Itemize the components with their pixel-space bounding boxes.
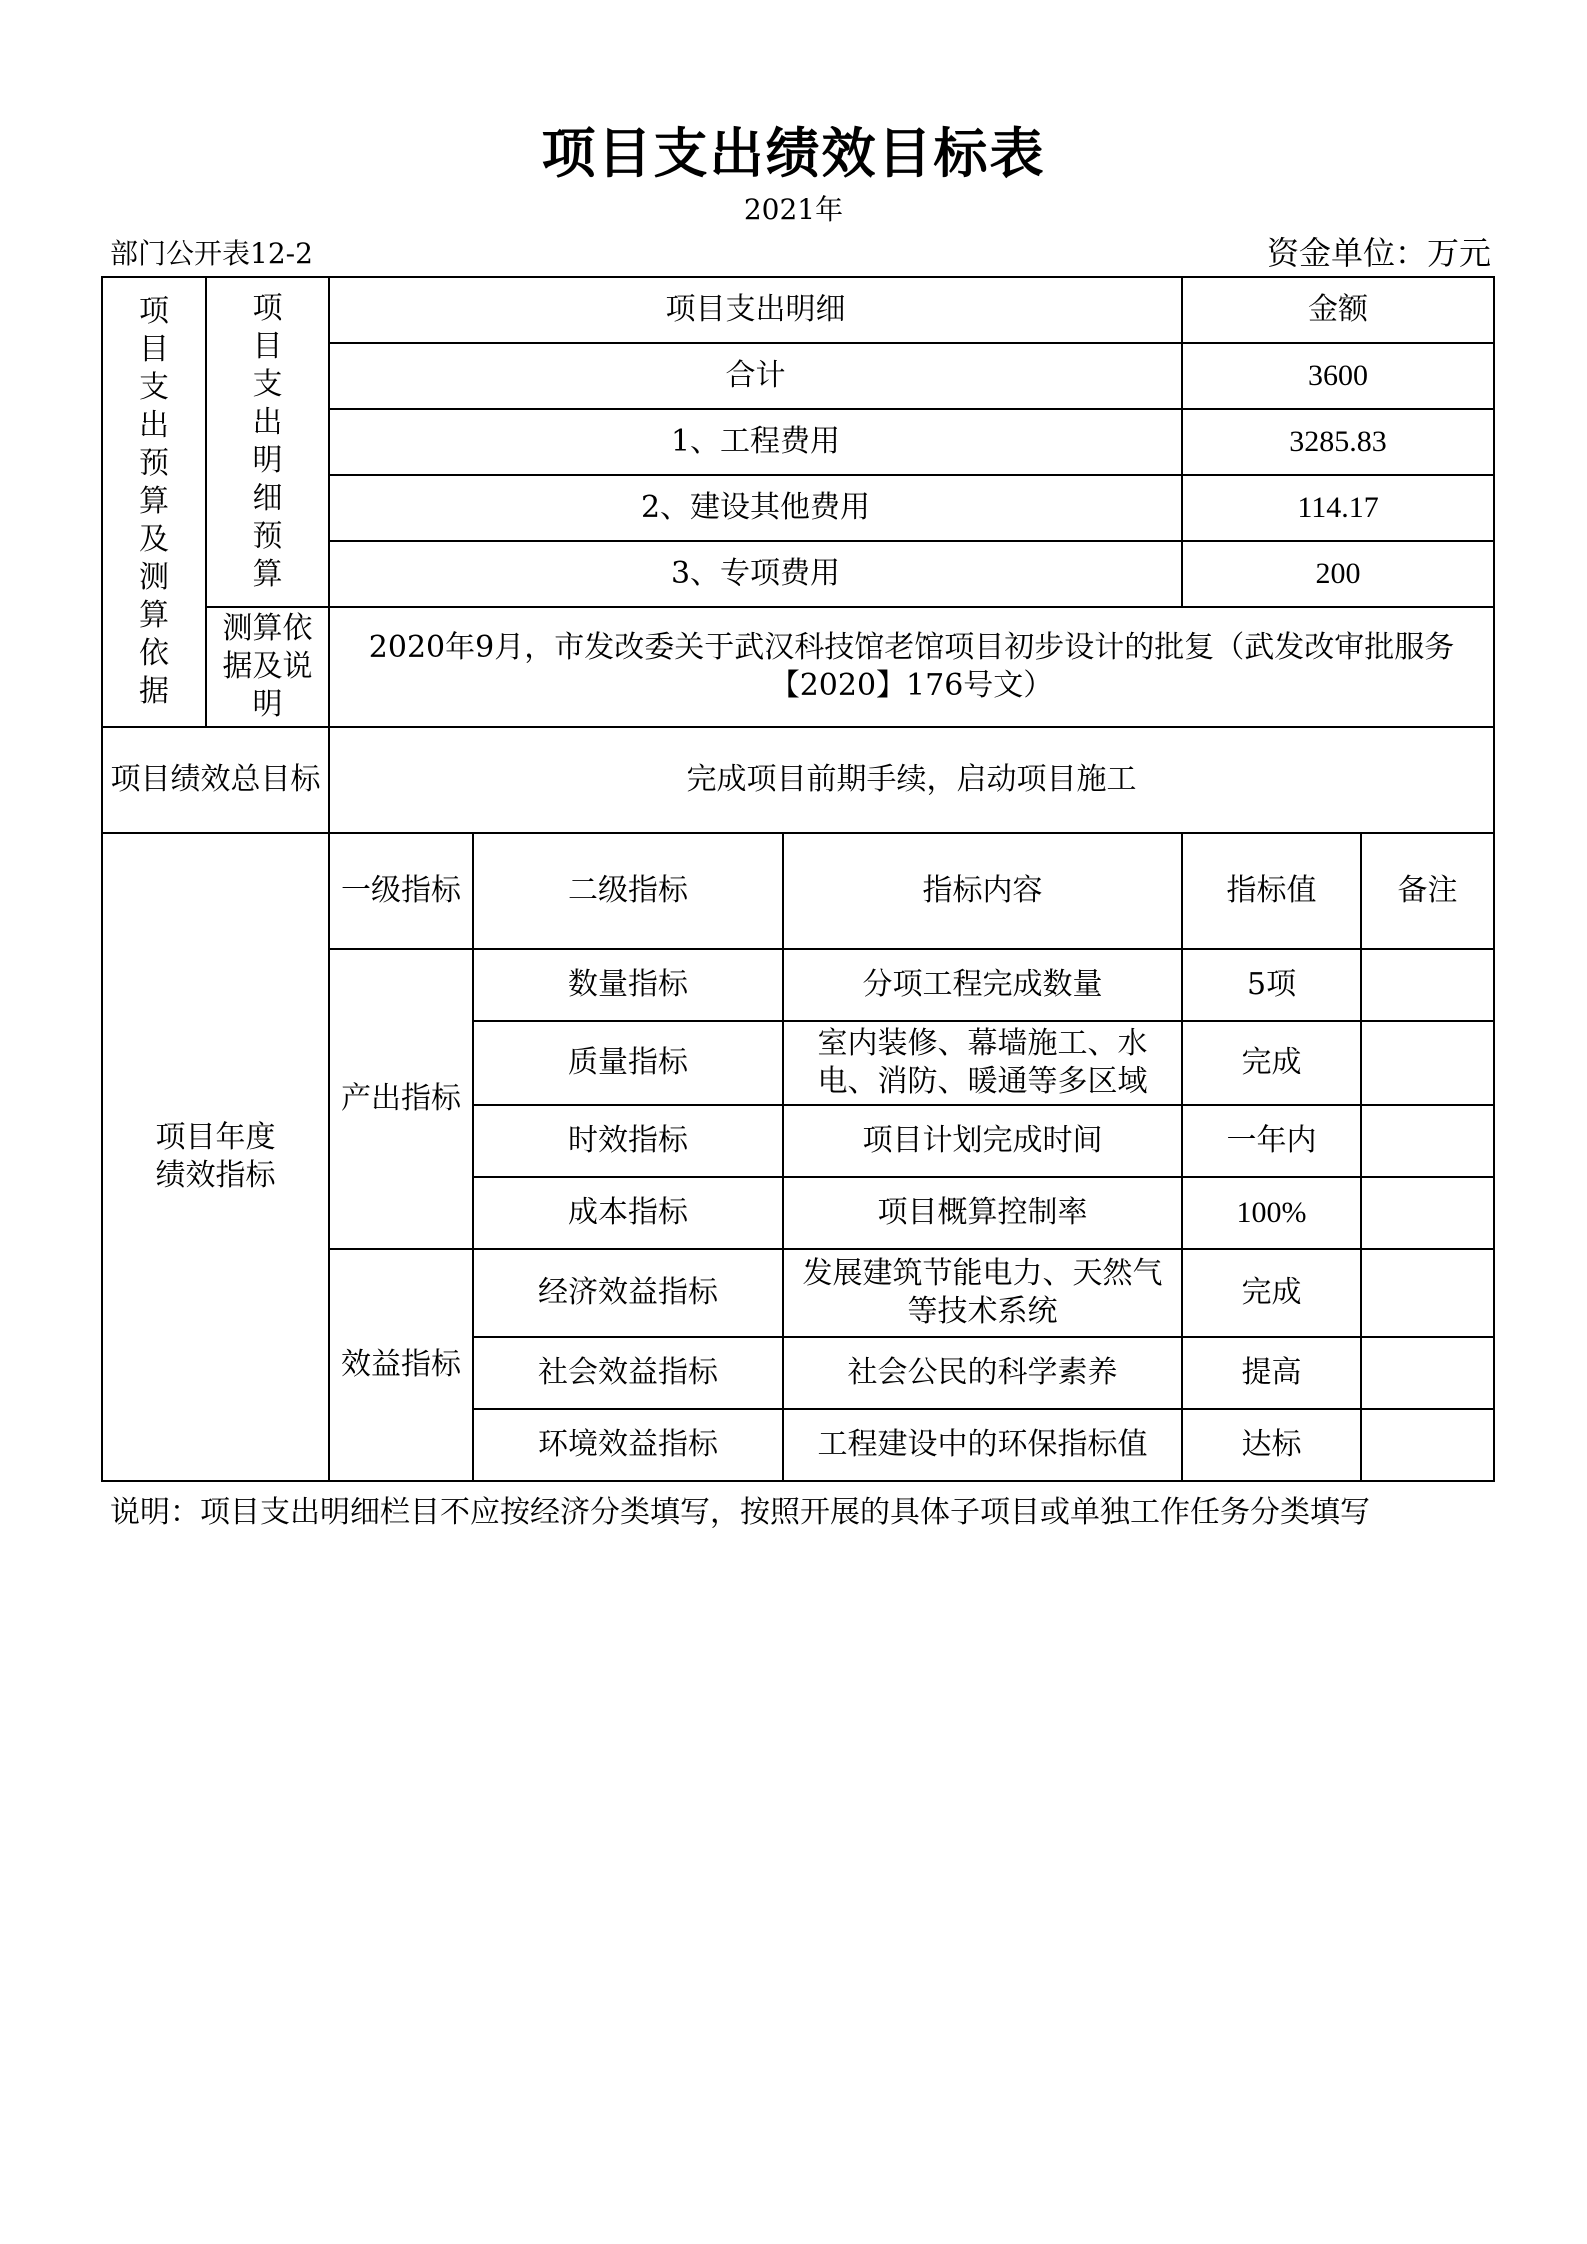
basis-text: 2020年9月，市发改委关于武汉科技馆老馆项目初步设计的批复（武发改审批服务【2020】176号文）: [329, 607, 1494, 727]
budget-item-amount: 114.17: [1182, 475, 1494, 541]
value-cell: 提高: [1182, 1337, 1361, 1409]
goal-text: 完成项目前期手续，启动项目施工: [329, 727, 1494, 833]
content-cell: 发展建筑节能电力、天然气等技术系统: [783, 1249, 1182, 1337]
indicator-section-label: 项目年度绩效指标: [102, 833, 329, 1481]
content-cell: 室内装修、幕墙施工、水电、消防、暖通等多区域: [783, 1021, 1182, 1105]
budget-detail-label: 项目支出明细预算: [206, 277, 329, 607]
budget-item-label: 2、建设其他费用: [329, 475, 1182, 541]
level1-output: 产出指标: [329, 949, 473, 1249]
remark-cell: [1361, 949, 1494, 1021]
currency-unit: 资金单位：万元: [1266, 234, 1491, 272]
page-title: 项目支出绩效目标表: [541, 121, 1046, 185]
level2-cell: 经济效益指标: [473, 1249, 783, 1337]
header-content: 指标内容: [783, 833, 1182, 949]
level2-cell: 质量指标: [473, 1021, 783, 1105]
remark-cell: [1361, 1021, 1494, 1105]
budget-side-label: 项目支出预算及测算依据: [102, 277, 206, 727]
level1-benefit: 效益指标: [329, 1249, 473, 1481]
budget-item-label: 1、工程费用: [329, 409, 1182, 475]
indicator-header-row: [102, 833, 1494, 949]
value-cell: 一年内: [1182, 1105, 1361, 1177]
value-cell: 完成: [1182, 1249, 1361, 1337]
year-label: 2021年: [743, 193, 844, 226]
budget-item-amount: 3285.83: [1182, 409, 1494, 475]
header-remark: 备注: [1361, 833, 1494, 949]
content-cell: 分项工程完成数量: [783, 949, 1182, 1021]
level2-cell: 成本指标: [473, 1177, 783, 1249]
col-detail-header: 项目支出明细: [329, 277, 1182, 343]
footer-note: 说明：项目支出明细栏目不应按经济分类填写，按照开展的具体子项目或单独工作任务分类填写: [110, 1495, 1370, 1530]
level2-cell: 社会效益指标: [473, 1337, 783, 1409]
content-cell: 工程建设中的环保指标值: [783, 1409, 1182, 1481]
remark-cell: [1361, 1105, 1494, 1177]
remark-cell: [1361, 1249, 1494, 1337]
basis-label: 测算依据及说明: [206, 607, 329, 727]
value-cell: 100%: [1182, 1177, 1361, 1249]
level2-cell: 环境效益指标: [473, 1409, 783, 1481]
total-label: 合计: [329, 343, 1182, 409]
budget-header-row: [102, 277, 1494, 343]
content-cell: 项目计划完成时间: [783, 1105, 1182, 1177]
content-cell: 社会公民的科学素养: [783, 1337, 1182, 1409]
goal-row: [102, 727, 1494, 833]
level2-cell: 数量指标: [473, 949, 783, 1021]
header-level1: 一级指标: [329, 833, 473, 949]
total-value: 3600: [1182, 343, 1494, 409]
col-amount-header: 金额: [1182, 277, 1494, 343]
remark-cell: [1361, 1409, 1494, 1481]
level2-cell: 时效指标: [473, 1105, 783, 1177]
goal-label: 项目绩效总目标: [102, 727, 329, 833]
performance-table: [101, 276, 1495, 1482]
value-cell: 完成: [1182, 1021, 1361, 1105]
remark-cell: [1361, 1177, 1494, 1249]
form-number: 部门公开表12-2: [110, 237, 313, 270]
header-value: 指标值: [1182, 833, 1361, 949]
value-cell: 达标: [1182, 1409, 1361, 1481]
budget-item-label: 3、专项费用: [329, 541, 1182, 607]
value-cell: 5项: [1182, 949, 1361, 1021]
basis-row: [102, 607, 1494, 727]
remark-cell: [1361, 1337, 1494, 1409]
content-cell: 项目概算控制率: [783, 1177, 1182, 1249]
budget-item-amount: 200: [1182, 541, 1494, 607]
header-level2: 二级指标: [473, 833, 783, 949]
